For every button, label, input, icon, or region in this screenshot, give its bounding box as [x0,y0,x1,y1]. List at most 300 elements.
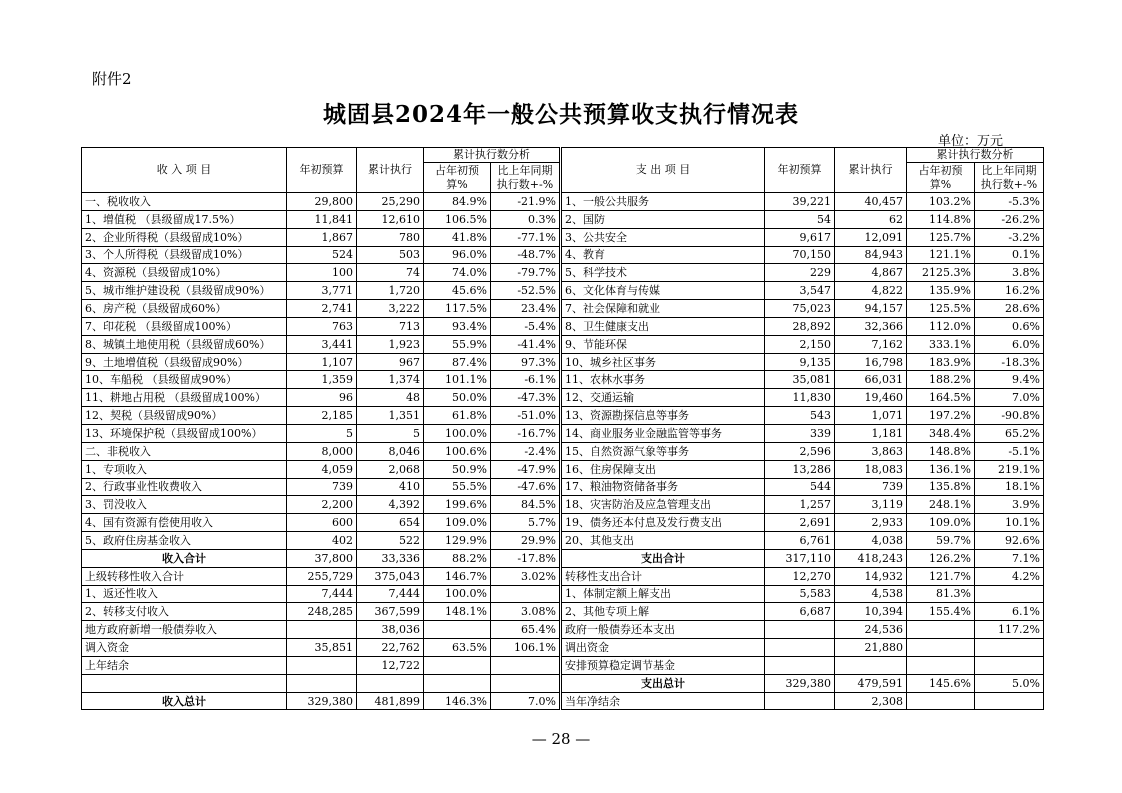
income-value-cell: 109.0% [424,514,491,532]
table-row [82,478,1044,496]
expense-value-cell: 114.8% [907,210,975,228]
income-value-cell: -41.4% [491,335,561,353]
income-value-cell: 101.1% [424,371,491,389]
expense-item-cell: 17、粮油物资储备事务 [561,478,765,496]
income-value-cell: 146.3% [424,692,491,710]
income-value-cell [491,656,561,674]
header-yoy: 比上年同期执行数+-% [975,163,1044,193]
expense-value-cell: 121.7% [907,567,975,585]
income-value-cell: 4,059 [287,460,357,478]
expense-value-cell: 2125.3% [907,264,975,282]
income-value-cell [424,674,491,692]
expense-value-cell [975,692,1044,710]
income-value-cell: -79.7% [491,264,561,282]
expense-value-cell: 229 [765,264,835,282]
expense-value-cell: 339 [765,424,835,442]
income-value-cell: 1,720 [357,282,424,300]
income-value-cell: 2,200 [287,496,357,514]
table-row [82,300,1044,318]
income-value-cell: 248,285 [287,603,357,621]
income-value-cell: 37,800 [287,549,357,567]
expense-value-cell: 14,932 [835,567,907,585]
expense-value-cell: 135.8% [907,478,975,496]
expense-value-cell: 59.7% [907,532,975,550]
attachment-label: 附件2 [92,70,132,88]
table-row [82,407,1044,425]
table-row [82,603,1044,621]
income-value-cell: 5.7% [491,514,561,532]
expense-value-cell: 11,830 [765,389,835,407]
expense-value-cell [907,692,975,710]
income-item-cell: 二、非税收入 [82,442,287,460]
expense-value-cell: 4,867 [835,264,907,282]
expense-value-cell: 5,583 [765,585,835,603]
income-value-cell: 50.0% [424,389,491,407]
income-item-cell [82,674,287,692]
income-value-cell: 33,336 [357,549,424,567]
header-budget: 年初预算 [287,148,357,193]
income-value-cell: 503 [357,246,424,264]
expense-value-cell: 54 [765,210,835,228]
income-value-cell: 50.9% [424,460,491,478]
expense-value-cell: 13,286 [765,460,835,478]
expense-item-cell: 8、卫生健康支出 [561,317,765,335]
income-value-cell: 402 [287,532,357,550]
table-row [82,692,1044,710]
income-value-cell: 35,851 [287,639,357,657]
income-item-cell: 地方政府新增一般债券收入 [82,621,287,639]
income-item-cell: 11、耕地占用税 （县级留成100%） [82,389,287,407]
table-row [82,193,1044,211]
table-row [82,514,1044,532]
expense-value-cell [765,692,835,710]
expense-item-cell: 13、资源勘探信息等事务 [561,407,765,425]
income-item-cell: 2、行政事业性收费收入 [82,478,287,496]
income-item-cell: 1、专项收入 [82,460,287,478]
expense-value-cell: 1,071 [835,407,907,425]
expense-item-cell: 10、城乡社区事务 [561,353,765,371]
expense-item-cell: 6、文化体育与传媒 [561,282,765,300]
income-value-cell: 29,800 [287,193,357,211]
income-value-cell: 1,374 [357,371,424,389]
expense-value-cell: 16.2% [975,282,1044,300]
expense-value-cell: 28,892 [765,317,835,335]
header-analysis: 累计执行数分析 [424,148,561,163]
income-value-cell: 84.9% [424,193,491,211]
expense-value-cell: 3,863 [835,442,907,460]
expense-value-cell [907,639,975,657]
table-row [82,460,1044,478]
expense-value-cell: 12,091 [835,228,907,246]
table-row [82,639,1044,657]
expense-value-cell: 329,380 [765,674,835,692]
expense-value-cell: 544 [765,478,835,496]
table-row [82,567,1044,585]
income-value-cell: -47.9% [491,460,561,478]
income-value-cell: 88.2% [424,549,491,567]
income-value-cell: 29.9% [491,532,561,550]
income-value-cell: 7,444 [357,585,424,603]
income-value-cell: 367,599 [357,603,424,621]
expense-value-cell: 125.5% [907,300,975,318]
table-row [82,228,1044,246]
expense-value-cell: 81.3% [907,585,975,603]
income-value-cell: 25,290 [357,193,424,211]
header-pct-budget: 占年初预算% [424,163,491,193]
income-value-cell: 106.1% [491,639,561,657]
table-row [82,246,1044,264]
income-value-cell: 967 [357,353,424,371]
income-value-cell: 45.6% [424,282,491,300]
income-value-cell: 5 [287,424,357,442]
unit-label: 单位：万元 [938,134,1004,149]
income-value-cell: 106.5% [424,210,491,228]
expense-value-cell [975,639,1044,657]
income-item-cell: 上级转移性收入合计 [82,567,287,585]
expense-value-cell: 28.6% [975,300,1044,318]
header-analysis: 累计执行数分析 [907,148,1044,163]
expense-value-cell: 62 [835,210,907,228]
income-value-cell: 100 [287,264,357,282]
expense-value-cell: -26.2% [975,210,1044,228]
income-item-cell: 12、契税（县级留成90%） [82,407,287,425]
expense-item-cell: 支出总计 [561,674,765,692]
income-value-cell: 22,762 [357,639,424,657]
expense-value-cell: -3.2% [975,228,1044,246]
table-row [82,585,1044,603]
income-value-cell: 100.6% [424,442,491,460]
expense-item-cell: 政府一般债券还本支出 [561,621,765,639]
expense-value-cell: 145.6% [907,674,975,692]
income-value-cell: 1,359 [287,371,357,389]
expense-value-cell: 188.2% [907,371,975,389]
income-value-cell: 100.0% [424,424,491,442]
income-item-cell: 8、城镇土地使用税（县级留成60%） [82,335,287,353]
expense-value-cell: 117.2% [975,621,1044,639]
income-value-cell: 87.4% [424,353,491,371]
income-item-cell: 1、返还性收入 [82,585,287,603]
header-expense-item: 支 出 项 目 [561,148,765,193]
income-value-cell: 1,867 [287,228,357,246]
header-executed: 累计执行 [835,148,907,193]
expense-item-cell: 16、住房保障支出 [561,460,765,478]
income-value-cell: 63.5% [424,639,491,657]
income-value-cell: 3,771 [287,282,357,300]
expense-value-cell: 739 [835,478,907,496]
expense-value-cell: 6,761 [765,532,835,550]
expense-value-cell: 6.1% [975,603,1044,621]
expense-value-cell: 197.2% [907,407,975,425]
income-value-cell: 12,722 [357,656,424,674]
income-value-cell: 329,380 [287,692,357,710]
expense-value-cell: 9,135 [765,353,835,371]
income-item-cell: 7、印花税 （县级留成100%） [82,317,287,335]
income-value-cell [424,621,491,639]
income-item-cell: 收入合计 [82,549,287,567]
income-value-cell: 0.3% [491,210,561,228]
expense-item-cell: 15、自然资源气象等事务 [561,442,765,460]
income-value-cell: 23.4% [491,300,561,318]
income-item-cell: 2、转移支付收入 [82,603,287,621]
table-row [82,353,1044,371]
income-item-cell: 3、个人所得税（县级留成10%） [82,246,287,264]
expense-value-cell: 7.0% [975,389,1044,407]
expense-value-cell: 112.0% [907,317,975,335]
expense-value-cell: 155.4% [907,603,975,621]
page-number: — 28 — [531,730,591,748]
expense-value-cell: 125.7% [907,228,975,246]
expense-value-cell: 6,687 [765,603,835,621]
expense-value-cell: 248.1% [907,496,975,514]
income-value-cell [491,674,561,692]
expense-value-cell: 4,822 [835,282,907,300]
income-value-cell: -52.5% [491,282,561,300]
table-row [82,496,1044,514]
income-value-cell: 739 [287,478,357,496]
table-row [82,317,1044,335]
income-value-cell: -16.7% [491,424,561,442]
expense-value-cell: 543 [765,407,835,425]
income-item-cell: 5、政府住房基金收入 [82,532,287,550]
income-value-cell: 3,222 [357,300,424,318]
income-value-cell: 97.3% [491,353,561,371]
expense-item-cell: 11、农林水事务 [561,371,765,389]
expense-value-cell: 18.1% [975,478,1044,496]
expense-value-cell: 121.1% [907,246,975,264]
income-item-cell: 3、罚没收入 [82,496,287,514]
expense-value-cell: 7,162 [835,335,907,353]
expense-item-cell: 当年净结余 [561,692,765,710]
income-value-cell: 65.4% [491,621,561,639]
expense-value-cell: 9,617 [765,228,835,246]
income-value-cell: -2.4% [491,442,561,460]
expense-value-cell: 18,083 [835,460,907,478]
expense-value-cell: 24,536 [835,621,907,639]
expense-value-cell: 70,150 [765,246,835,264]
income-value-cell: 2,741 [287,300,357,318]
expense-item-cell: 9、节能环保 [561,335,765,353]
expense-item-cell: 转移性支出合计 [561,567,765,585]
income-value-cell: 74 [357,264,424,282]
expense-value-cell: 3.8% [975,264,1044,282]
income-value-cell: 763 [287,317,357,335]
income-value-cell: 4,392 [357,496,424,514]
expense-value-cell: 3,547 [765,282,835,300]
income-value-cell: 41.8% [424,228,491,246]
income-value-cell: -17.8% [491,549,561,567]
income-value-cell: 7,444 [287,585,357,603]
income-item-cell: 2、企业所得税（县级留成10%） [82,228,287,246]
income-value-cell [287,621,357,639]
expense-item-cell: 19、债务还本付息及发行费支出 [561,514,765,532]
expense-value-cell: 0.1% [975,246,1044,264]
expense-item-cell: 调出资金 [561,639,765,657]
expense-value-cell: 3.9% [975,496,1044,514]
income-value-cell: 7.0% [491,692,561,710]
income-value-cell [357,674,424,692]
income-item-cell: 1、增值税 （县级留成17.5%） [82,210,287,228]
income-item-cell: 6、房产税（县级留成60%） [82,300,287,318]
income-value-cell: 84.5% [491,496,561,514]
expense-value-cell: 16,798 [835,353,907,371]
income-value-cell: 780 [357,228,424,246]
income-item-cell: 4、资源税（县级留成10%） [82,264,287,282]
expense-value-cell [765,621,835,639]
income-value-cell [287,674,357,692]
expense-value-cell: 32,366 [835,317,907,335]
income-value-cell: 100.0% [424,585,491,603]
expense-value-cell [975,585,1044,603]
expense-value-cell: 21,880 [835,639,907,657]
table-row [82,264,1044,282]
header-budget: 年初预算 [765,148,835,193]
expense-value-cell: 3,119 [835,496,907,514]
income-value-cell: 74.0% [424,264,491,282]
expense-item-cell: 支出合计 [561,549,765,567]
expense-value-cell: 183.9% [907,353,975,371]
table-row [82,621,1044,639]
income-value-cell: 8,000 [287,442,357,460]
expense-value-cell: -18.3% [975,353,1044,371]
expense-item-cell: 1、一般公共服务 [561,193,765,211]
income-value-cell: 410 [357,478,424,496]
expense-value-cell: 94,157 [835,300,907,318]
table-row [82,389,1044,407]
expense-value-cell: 148.8% [907,442,975,460]
expense-item-cell: 7、社会保障和就业 [561,300,765,318]
income-value-cell: 654 [357,514,424,532]
income-value-cell: 2,068 [357,460,424,478]
expense-item-cell: 5、科学技术 [561,264,765,282]
income-item-cell: 10、车船税 （县级留成90%） [82,371,287,389]
table-row [82,210,1044,228]
expense-item-cell: 14、商业服务业金融监管等事务 [561,424,765,442]
income-item-cell: 9、土地增值税（县级留成90%） [82,353,287,371]
income-value-cell: 3,441 [287,335,357,353]
expense-value-cell: 75,023 [765,300,835,318]
expense-value-cell: 317,110 [765,549,835,567]
expense-item-cell: 12、交通运输 [561,389,765,407]
income-value-cell: 8,046 [357,442,424,460]
income-value-cell: 93.4% [424,317,491,335]
income-value-cell: 522 [357,532,424,550]
expense-value-cell [907,656,975,674]
income-item-cell: 调入资金 [82,639,287,657]
expense-value-cell: 136.1% [907,460,975,478]
expense-value-cell: 10,394 [835,603,907,621]
income-value-cell: 524 [287,246,357,264]
income-value-cell: 38,036 [357,621,424,639]
expense-value-cell: 4,038 [835,532,907,550]
expense-value-cell: 164.5% [907,389,975,407]
expense-value-cell: 7.1% [975,549,1044,567]
expense-value-cell [765,656,835,674]
expense-item-cell: 3、公共安全 [561,228,765,246]
expense-value-cell: 219.1% [975,460,1044,478]
expense-value-cell: -5.1% [975,442,1044,460]
income-item-cell: 一、税收收入 [82,193,287,211]
expense-value-cell: 2,933 [835,514,907,532]
expense-value-cell: 135.9% [907,282,975,300]
income-value-cell: 375,043 [357,567,424,585]
expense-value-cell: 6.0% [975,335,1044,353]
expense-value-cell: 66,031 [835,371,907,389]
income-value-cell: 1,107 [287,353,357,371]
expense-item-cell: 4、教育 [561,246,765,264]
expense-value-cell: 103.2% [907,193,975,211]
income-value-cell: 600 [287,514,357,532]
expense-item-cell: 18、灾害防治及应急管理支出 [561,496,765,514]
income-value-cell: 129.9% [424,532,491,550]
expense-value-cell [907,621,975,639]
table-row [82,442,1044,460]
expense-value-cell: 35,081 [765,371,835,389]
income-value-cell: 255,729 [287,567,357,585]
expense-value-cell: 10.1% [975,514,1044,532]
income-value-cell: 148.1% [424,603,491,621]
income-value-cell: -5.4% [491,317,561,335]
expense-value-cell [765,639,835,657]
expense-value-cell: 4,538 [835,585,907,603]
income-value-cell: 1,351 [357,407,424,425]
expense-value-cell: 12,270 [765,567,835,585]
header-income-item: 收 入 项 目 [82,148,287,193]
income-value-cell [287,656,357,674]
expense-item-cell: 安排预算稳定调节基金 [561,656,765,674]
income-value-cell: 48 [357,389,424,407]
table-row [82,656,1044,674]
header-executed: 累计执行 [357,148,424,193]
expense-item-cell: 2、其他专项上解 [561,603,765,621]
expense-value-cell: -5.3% [975,193,1044,211]
expense-value-cell: 2,691 [765,514,835,532]
expense-value-cell: 2,150 [765,335,835,353]
income-value-cell [491,585,561,603]
expense-item-cell: 20、其他支出 [561,532,765,550]
table-row [82,282,1044,300]
income-value-cell: -77.1% [491,228,561,246]
income-value-cell: 96 [287,389,357,407]
table-row [82,371,1044,389]
income-value-cell: -47.3% [491,389,561,407]
income-value-cell: 55.5% [424,478,491,496]
expense-value-cell: 4.2% [975,567,1044,585]
expense-value-cell: 2,308 [835,692,907,710]
income-value-cell: -47.6% [491,478,561,496]
income-value-cell: -6.1% [491,371,561,389]
income-item-cell: 4、国有资源有偿使用收入 [82,514,287,532]
income-item-cell: 13、环境保护税（县级留成100%） [82,424,287,442]
income-value-cell: 3.08% [491,603,561,621]
income-value-cell: -48.7% [491,246,561,264]
expense-value-cell [975,656,1044,674]
expense-value-cell: 126.2% [907,549,975,567]
table-row [82,335,1044,353]
income-value-cell: 199.6% [424,496,491,514]
expense-value-cell: 19,460 [835,389,907,407]
income-value-cell: 481,899 [357,692,424,710]
table-row [82,424,1044,442]
expense-value-cell: -90.8% [975,407,1044,425]
income-value-cell: 55.9% [424,335,491,353]
table-row [82,674,1044,692]
expense-item-cell: 1、体制定额上解支出 [561,585,765,603]
expense-value-cell: 479,591 [835,674,907,692]
expense-value-cell: 84,943 [835,246,907,264]
expense-value-cell: 40,457 [835,193,907,211]
income-item-cell: 收入总计 [82,692,287,710]
income-value-cell: 713 [357,317,424,335]
